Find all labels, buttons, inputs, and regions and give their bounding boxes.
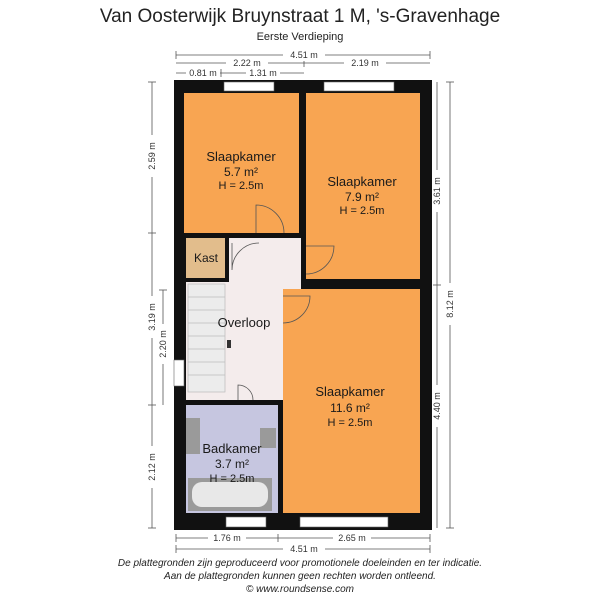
bathroom-name: Badkamer <box>202 441 262 456</box>
bedroom-2-name: Slaapkamer <box>327 174 397 189</box>
toilet <box>186 418 200 454</box>
bedroom-2-area: 7.9 m² <box>344 190 380 204</box>
bedroom-3-height: H = 2.5m <box>327 417 373 429</box>
dim-left-2b: 2.20 m <box>158 330 168 358</box>
dim-bottom-right: 2.65 m <box>338 533 366 543</box>
dim-left-2: 3.19 m <box>147 303 157 331</box>
floor-subtitle: Eerste Verdieping <box>256 31 344 43</box>
bedroom-1-name: Slaapkamer <box>206 149 276 164</box>
dim-bottom-total: 4.51 m <box>290 544 318 554</box>
landing-name: Overloop <box>217 315 271 330</box>
dim-right-1: 3.61 m <box>432 177 442 205</box>
dim-right-total: 8.12 m <box>445 290 455 318</box>
sink <box>260 428 276 448</box>
disclaimer-line-1: De plattegronden zijn geproduceerd voor promotionele doeleinden en ter indicatie. <box>117 558 483 569</box>
dim-bottom-left: 1.76 m <box>213 533 241 543</box>
copyright-link[interactable]: © www.roundsense.com <box>246 584 354 595</box>
dim-top-sub-a: 0.81 m <box>189 68 217 78</box>
bedroom-3-area: 11.6 m² <box>330 401 370 415</box>
disclaimer-line-2: Aan de plattegronden kunnen geen rechten worden ontleend. <box>164 571 436 582</box>
staircase <box>188 284 225 392</box>
dim-top-right: 2.19 m <box>351 58 379 68</box>
bedroom-3-name: Slaapkamer <box>315 384 385 399</box>
bathroom-area: 3.7 m² <box>214 457 250 471</box>
bathtub-basin <box>192 482 268 507</box>
bedroom-1-area: 5.7 m² <box>223 165 259 179</box>
bedroom-2-height: H = 2.5m <box>339 205 385 217</box>
closet-name: Kast <box>193 251 219 265</box>
dim-top-left: 2.22 m <box>233 58 261 68</box>
bathroom-height: H = 2.5m <box>209 473 255 485</box>
page-title: Van Oosterwijk Bruynstraat 1 M, 's-Gravenhage <box>99 6 501 27</box>
dim-left-3: 2.12 m <box>147 453 157 481</box>
dim-left-1: 2.59 m <box>147 142 157 170</box>
bedroom-1-height: H = 2.5m <box>218 180 264 192</box>
dim-right-2: 4.40 m <box>432 392 442 420</box>
dim-top-total: 4.51 m <box>290 50 318 60</box>
dim-top-sub-b: 1.31 m <box>249 68 277 78</box>
railing-post <box>227 340 231 348</box>
